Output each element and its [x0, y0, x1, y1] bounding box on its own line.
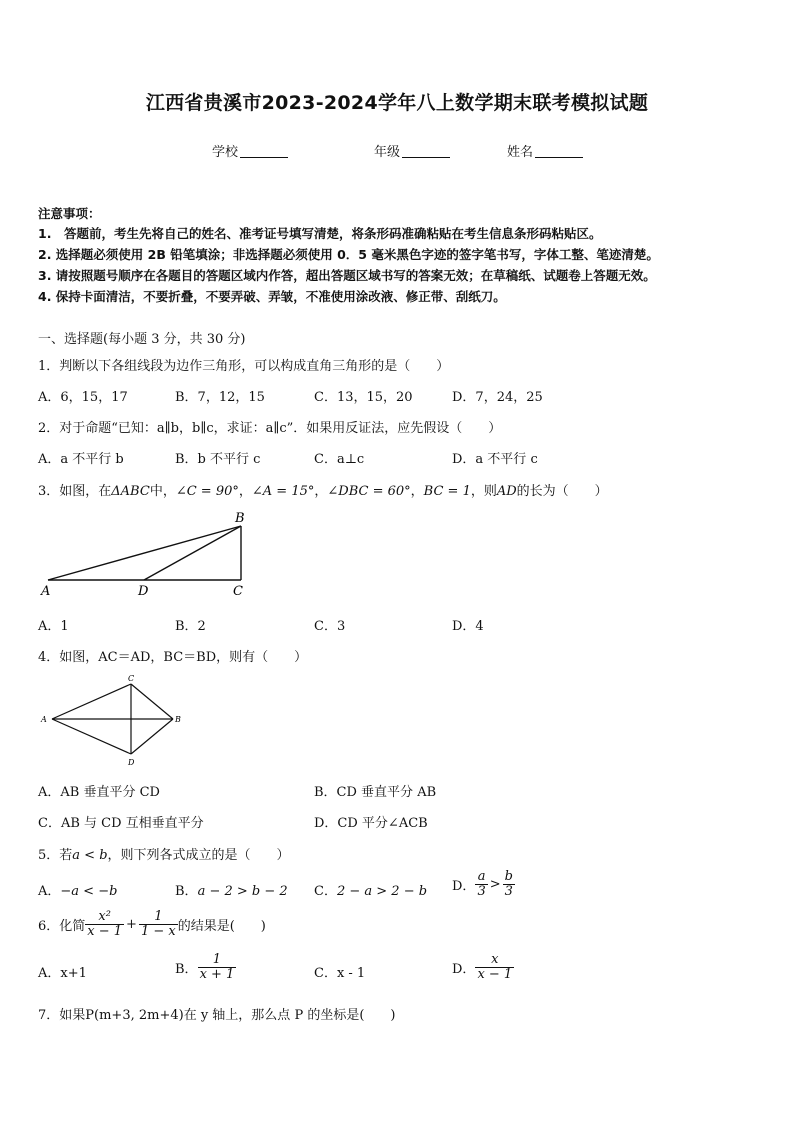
segment-ac	[52, 684, 131, 719]
q3-text: 中，	[149, 484, 176, 499]
question-7-stem	[38, 1004, 395, 1023]
q3-option-c[interactable]: C．3	[314, 619, 346, 634]
label-d: D	[138, 584, 149, 599]
q3-text: 的长为（ ）	[516, 484, 608, 499]
q2-option-c[interactable]: C．a⊥c	[314, 452, 365, 467]
q4-option-b[interactable]: B．CD 垂直平分 AB	[314, 785, 437, 800]
q1-option-a[interactable]: A．6，15，17	[38, 390, 128, 405]
notice-item: 3. 请按照题号顺序在各题目的答题区域内作答，超出答题区域书写的答案无效；在草稿纸、试题卷上答题无效。	[38, 268, 656, 283]
q3-angle-c: ∠C = 90°	[175, 484, 239, 499]
fraction-a-over-3	[475, 870, 487, 899]
option-label: B．	[175, 962, 198, 977]
q5-option-a[interactable]	[38, 880, 117, 899]
label-c: C	[128, 674, 135, 683]
q3-triangle: ΔABC	[111, 484, 150, 499]
q1-option-d[interactable]: D．7，24，25	[452, 390, 543, 405]
q6-option-a[interactable]: A．x+1	[38, 966, 87, 981]
option-expr: −a < −b	[60, 884, 118, 899]
relation: >	[489, 877, 501, 892]
denominator: x + 1	[199, 967, 235, 982]
q5-option-c[interactable]	[314, 880, 427, 899]
denominator: x − 1	[87, 924, 123, 939]
option-label: D．	[452, 879, 476, 894]
q3-figure	[36, 506, 256, 600]
option-label: B．	[175, 884, 198, 899]
q2-option-b[interactable]: B．b 不平行 c	[175, 452, 261, 467]
denominator: 1 − x	[140, 924, 176, 939]
fraction-x2-over-x-minus-1	[85, 910, 124, 939]
page-title: 江西省贵溪市2023-2024学年八上数学期末联考模拟试题	[145, 92, 649, 114]
label-c: C	[233, 584, 243, 599]
option-label: A．	[38, 884, 61, 899]
notice-item: 4. 保持卡面清洁，不要折叠，不要弄破、弄皱，不准使用涂改液、修正带、刮纸刀。	[38, 289, 506, 304]
denominator: 3	[477, 884, 486, 899]
q3-sep: ，	[314, 484, 328, 499]
option-expr: a − 2 > b − 2	[197, 884, 288, 899]
fraction-x-over-x-minus-1	[475, 953, 514, 982]
q5-option-b[interactable]	[175, 880, 288, 899]
fraction-1-over-1-minus-x	[139, 910, 178, 939]
notice-item: 2. 选择题必须使用 2B 铅笔填涂；非选择题必须使用 0．5 毫米黑色字迹的签字笔书写，字体工整、笔迹清楚。	[38, 247, 659, 262]
name-field[interactable]	[507, 141, 583, 160]
grade-field[interactable]	[374, 141, 450, 160]
q4-figure	[38, 672, 188, 770]
q6-text: 的结果是( )	[177, 919, 266, 934]
q6-option-b[interactable]	[175, 953, 236, 982]
question-1-stem: 1．判断以下各组线段为边作三角形，可以构成直角三角形的是（ ）	[38, 359, 450, 374]
notice-heading: 注意事项：	[38, 206, 101, 221]
numerator: x²	[85, 910, 124, 925]
q7-text: 7．如果	[38, 1008, 86, 1023]
school-label: 学校	[212, 145, 239, 160]
q3-bc: BC = 1	[423, 484, 471, 499]
q3-option-d[interactable]: D．4	[452, 619, 484, 634]
q5-text: 5．若	[38, 848, 73, 863]
q3-target: AD	[496, 484, 517, 499]
q1-option-c[interactable]: C．13，15，20	[314, 390, 413, 405]
q3-sep: ，	[410, 484, 424, 499]
numerator: b	[504, 869, 513, 884]
q7-point: P(m+3, 2m+4)	[85, 1008, 184, 1023]
label-b: B	[235, 511, 245, 526]
option-expr: 2 − a > 2 − b	[336, 884, 428, 899]
q6-option-c[interactable]: C．x - 1	[314, 966, 366, 981]
q6-option-d[interactable]	[452, 953, 514, 982]
q3-text: ，则	[470, 484, 497, 499]
label-b: B	[175, 715, 181, 724]
segment-db	[131, 719, 173, 754]
fraction-1-over-x-plus-1	[198, 953, 237, 982]
q6-text: 6．化简	[38, 919, 86, 934]
name-label: 姓名	[507, 145, 534, 160]
q4-option-d[interactable]: D．CD 平分∠ACB	[314, 816, 428, 831]
segment-cb	[131, 684, 173, 719]
label-d: D	[128, 758, 135, 767]
label-a: A	[41, 584, 51, 599]
segment-ad	[52, 719, 131, 754]
option-label: C．	[314, 884, 337, 899]
question-3-stem	[38, 480, 608, 499]
q3-option-b[interactable]: B．2	[175, 619, 206, 634]
q3-text: 3．如图，在	[38, 484, 112, 499]
q7-text: 在 y 轴上，那么点 P 的坐标是( )	[183, 1008, 396, 1023]
q1-option-b[interactable]: B．7，12，15	[175, 390, 265, 405]
q2-option-d[interactable]: D．a 不平行 c	[452, 452, 538, 467]
school-field[interactable]	[212, 141, 288, 160]
q3-angle-dbc: ∠DBC = 60°	[327, 484, 411, 499]
q3-sep: ，	[238, 484, 252, 499]
q3-angle-a: ∠A = 15°	[251, 484, 315, 499]
plus-sign: +	[126, 917, 137, 932]
segment-bd	[144, 526, 241, 580]
q4-option-c[interactable]: C．AB 与 CD 互相垂直平分	[38, 816, 204, 831]
denominator: x − 1	[477, 967, 513, 982]
grade-blank[interactable]	[402, 143, 450, 158]
numerator: a	[475, 870, 487, 885]
q5-text: ，则下列各式成立的是（ ）	[107, 848, 290, 863]
fraction-b-over-3	[503, 870, 515, 899]
numerator: 1	[139, 910, 178, 925]
question-2-stem: 2．对于命题“已知：a∥b，b∥c，求证：a∥c”．如果用反证法，应先假设（ ）	[38, 421, 502, 436]
q2-option-a[interactable]: A．a 不平行 b	[38, 452, 124, 467]
question-4-stem: 4．如图，AC＝AD，BC＝BD，则有（ ）	[38, 650, 308, 665]
q3-option-a[interactable]: A．1	[38, 619, 69, 634]
label-a: A	[41, 715, 47, 724]
grade-label: 年级	[374, 145, 401, 160]
denominator: 3	[504, 884, 513, 899]
school-blank[interactable]	[240, 143, 288, 158]
q4-option-a[interactable]: A．AB 垂直平分 CD	[38, 785, 160, 800]
question-6-stem	[38, 910, 266, 939]
numerator: 1	[198, 953, 237, 968]
question-5-stem	[38, 844, 290, 863]
q5-condition: a < b	[72, 848, 108, 863]
q5-option-d[interactable]	[452, 870, 515, 899]
segment-ab	[48, 526, 241, 580]
name-blank[interactable]	[535, 143, 583, 158]
numerator: x	[475, 953, 514, 968]
notice-item: 1. 答题前，考生先将自己的姓名、准考证号填写清楚，将条形码准确粘贴在考生信息条形码粘贴区。	[38, 226, 602, 241]
section-heading: 一、选择题(每小题 3 分，共 30 分)	[38, 332, 246, 347]
option-label: D．	[452, 962, 476, 977]
